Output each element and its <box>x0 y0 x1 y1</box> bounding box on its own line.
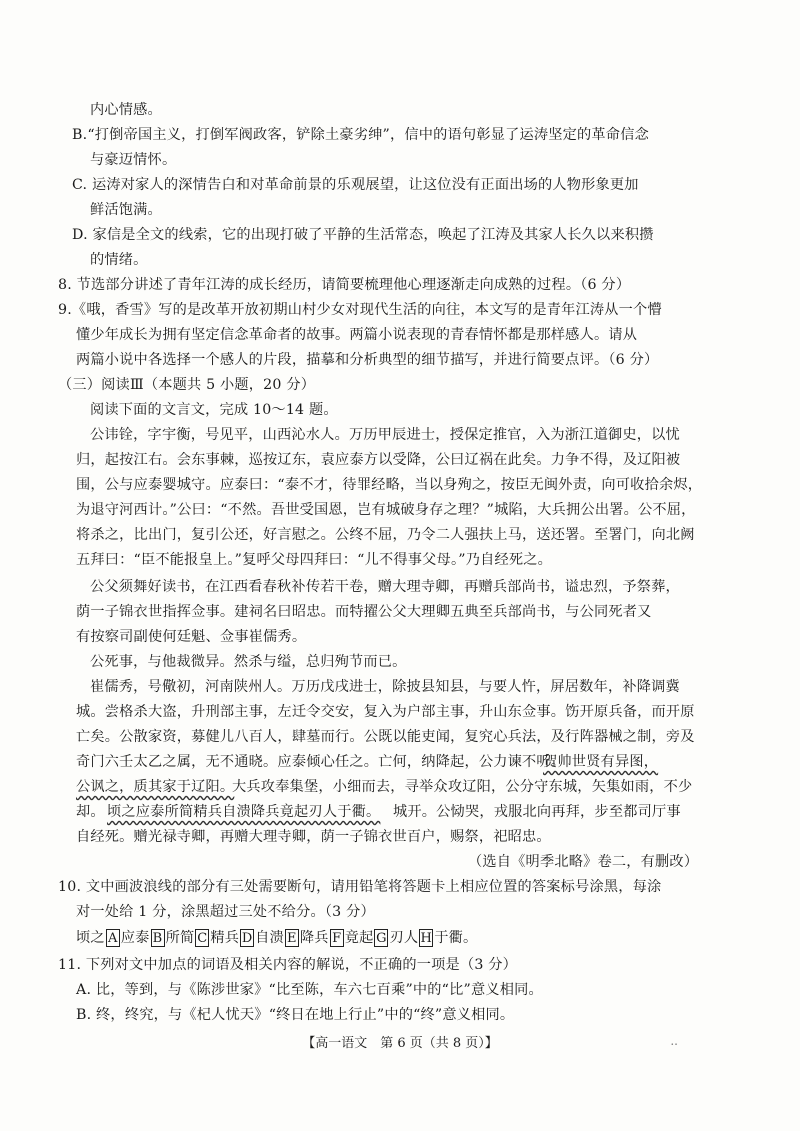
passage-line: 归，起按江右。会东事棘，巡按辽东，袁应泰方以受降，公曰辽祸在此矣。力争不得，及辽阳被 <box>76 452 681 468</box>
segment-lead: 顷之 <box>76 930 105 946</box>
break-mark-h: H <box>420 931 433 946</box>
text-line: 两篇小说中各选择一个感人的片段，描摹和分析典型的细节描写，并进行简要点评。（6 分） <box>76 352 659 368</box>
passage-line: 公死事，与他裁微异。然杀与缢，总归殉节而已。 <box>90 654 407 670</box>
option-a: A. 比，等到，与《陈涉世家》“比至陈，车六七百乘”中的“比”意义相同。 <box>76 982 543 998</box>
segment-text: 竟起 <box>344 930 374 946</box>
text-line: 内心情感。 <box>90 102 162 118</box>
wavy-underline-text: 公讽之，质其家于辽阳。 <box>76 779 235 795</box>
passage-line: 为退守河西计。”公曰：“不然。吾世受国恩，岂有城破身存之理？”城陷，大兵拥公出署。公不屈， <box>76 502 696 518</box>
sentence-break-options <box>76 928 477 948</box>
segment-text: 刃人 <box>389 930 419 946</box>
passage-line: 亡矣。公散家资，募健儿八百人，肆墓而行。公既以能吏闻，复究心兵法，及行阵器械之制，旁及 <box>76 729 695 745</box>
segment-text: 所简 <box>165 930 195 946</box>
question-9: 9.《哦，香雪》写的是改革开放初期山村少女对现代生活的向往，本文写的是青年江涛从一个懵 <box>58 302 662 318</box>
segment-text: 应泰 <box>120 930 150 946</box>
option-c: C. 运涛对家人的深情告白和对革命前景的乐观展望，让这位没有正面出场的人物形象更加 <box>72 177 639 193</box>
passage-line: 城开。公恸哭，戎服北向再拜，步至都司厅事 <box>393 804 681 820</box>
text-line: 鲜活饱满。 <box>90 202 162 218</box>
option-b: B. 终，终究，与《杞人忧天》“终日在地上行止”中的“终”意义相同。 <box>76 1007 515 1023</box>
option-b: B.“打倒帝国主义，打倒军阀政客，铲除土豪劣绅”，信中的语句彰显了运涛坚定的革命信念 <box>72 127 649 143</box>
page-footer: 【高一语文 第 6 页（共 8 页）】 <box>302 1036 498 1051</box>
segment-text: 自溃 <box>255 930 284 946</box>
passage-line: 自经死。赠光禄寺卿，再赠大理寺卿，荫一子锦衣世百户，赐祭，祀昭忠。 <box>76 829 551 845</box>
reading-instruction: 阅读下面的文言文，完成 10～14 题。 <box>90 402 338 418</box>
segment-text: 降兵 <box>299 930 329 946</box>
break-mark-g: G <box>376 931 387 946</box>
text-line: 懂少年成长为拥有坚定信念革命者的故事。两篇小说表现的青春情怀都是那样感人。请从 <box>76 327 638 343</box>
passage-line: 奇门六壬太乙之属，无不通晓。应泰倾心任之。亡何，纳降起，公力谏不听。 <box>76 754 566 770</box>
passage-line: 荫一子锦衣世指挥佥事。建祠名曰昭忠。而特擢公父大理卿五典至兵部尚书，与公同死者又 <box>76 604 652 620</box>
passage-line: 崔儒秀，号儆初，河南陕州人。万历戊戌进士，除披县知县，与要人忤，屏居数年，补降调冀 <box>90 679 680 695</box>
segment-text: 精兵 <box>210 930 240 946</box>
break-mark-e: E <box>285 929 299 947</box>
passage-line: 有按察司副使何廷魁、佥事崔儒秀。 <box>76 629 307 645</box>
wavy-underline-text: 贺帅世贤有异图， <box>543 754 659 770</box>
passage-line: 公讳铨，字宇衡，号见平，山西沁水人。万历甲辰进士，授保定推官，入为浙江道御史，以忧 <box>90 427 680 443</box>
section-heading: （三）阅读Ⅲ（本题共 5 小题，20 分） <box>58 377 316 393</box>
segment-text: 于衢。 <box>434 930 478 946</box>
break-mark-d: D <box>241 931 253 946</box>
passage-line: 却。 <box>76 804 105 820</box>
text-line: 对一处给 1 分，涂黑超过三处不给分。（3 分） <box>76 904 375 920</box>
text-line: 的情绪。 <box>90 252 148 268</box>
passage-line: 将杀之，比出门，复引公还，好言慰之。公终不屈，乃令二人强扶上马，送还署。至署门，向北阙 <box>76 527 695 543</box>
passage-line: 围，公与应泰婴城守。应泰曰：“泰不才，待罪经略，当以身殉之，按臣无闽外责，向可收拾余烬， <box>76 477 703 493</box>
wavy-underline-text: 顷之应泰所简精兵自溃降兵竟起刃人于衢。 <box>107 804 381 820</box>
break-mark-a: A <box>106 929 120 947</box>
footer-dots: .. <box>670 1034 678 1048</box>
question-11: 11. 下列对文中加点的词语及相关内容的解说，不正确的一项是（3 分） <box>58 957 518 973</box>
passage-line: 五拜曰：“臣不能报皇上。”复呼父母四拜曰：“儿不得事父母。”乃自经死之。 <box>76 552 553 568</box>
passage-line: 公父须舞好读书，在江西看春秋补传若干卷，赠大理寺卿，再赠兵部尚书，谥忠烈，予祭葬， <box>90 579 680 595</box>
passage-line: 城。尝格杀大盗，升刑部主事，左迁令交安，复入为户部主事，升山东佥事。饬开原兵备，而开原 <box>76 704 695 720</box>
source-citation: （选自《明季北略》卷二，有删改） <box>468 854 699 870</box>
passage-line: 大兵攻奉集堡，小细而去，寻举众攻辽阳，公分守东城，矢集如雨，不少 <box>232 779 693 795</box>
break-mark-c: C <box>197 931 208 946</box>
question-8: 8. 节选部分讲述了青年江涛的成长经历，请简要梳理他心理逐渐走向成熟的过程。（6 分） <box>58 277 631 293</box>
break-mark-b: B <box>151 929 165 947</box>
text-line: 与豪迈情怀。 <box>90 152 177 168</box>
break-mark-f: F <box>330 929 344 947</box>
option-d: D. 家信是全文的线索，它的出现打破了平静的生活常态，唤起了江涛及其家人长久以来积攒 <box>72 227 654 243</box>
question-10: 10. 文中画波浪线的部分有三处需要断句，请用铅笔将答题卡上相应位置的答案标号涂黑，每涂 <box>58 879 662 895</box>
